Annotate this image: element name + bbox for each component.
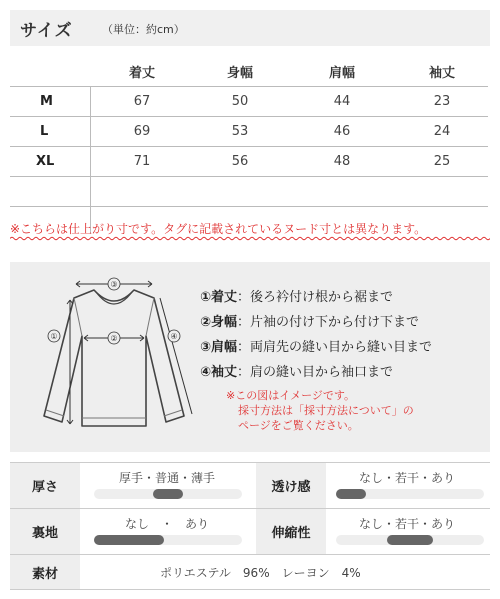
col-header-shoulder: 肩幅 (328, 66, 355, 81)
table-cell: 56 (231, 154, 249, 169)
table-divider (10, 176, 488, 177)
lining-bar (94, 535, 242, 545)
marker-4: ④ (170, 332, 178, 341)
table-divider (10, 86, 488, 87)
title-bar (10, 10, 490, 46)
table-column-divider (90, 86, 91, 234)
measurement-legend (200, 286, 432, 433)
table-cell: 71 (133, 154, 151, 169)
col-header-length: 着丈 (128, 66, 155, 81)
table-divider (10, 116, 488, 117)
label-thickness: 厚さ (10, 463, 80, 508)
marker-3: ③ (110, 280, 118, 289)
attribute-table (10, 462, 490, 590)
col-header-width: 身幅 (226, 66, 253, 81)
table-cell: 67 (133, 94, 151, 109)
table-cell: 48 (333, 154, 351, 169)
measurement-diagram (10, 262, 490, 452)
row-label-m: M (40, 94, 53, 109)
stretch-options: なし・若干・あり (358, 517, 455, 531)
page-title: サイズ (20, 21, 73, 41)
stretch-indicator (387, 535, 433, 545)
label-lining: 裏地 (10, 509, 80, 554)
table-cell: 44 (333, 94, 351, 109)
sheer-indicator (336, 489, 366, 499)
table-cell: 23 (433, 94, 451, 109)
table-cell: 24 (433, 124, 451, 139)
legend-item-length: ①着丈：後ろ衿付け根から裾まで (200, 290, 394, 305)
label-stretch: 伸縮性 (256, 509, 326, 554)
lining-options: なし ・ あり (124, 517, 209, 531)
label-sheer: 透け感 (256, 463, 326, 508)
row-label-l: L (40, 124, 49, 139)
wavy-underline (10, 236, 490, 241)
table-divider (10, 206, 488, 207)
table-cell: 50 (231, 94, 249, 109)
label-material: 素材 (10, 555, 80, 589)
table-cell: 69 (133, 124, 151, 139)
legend-item-width: ②身幅：片袖の付け下から付け下まで (200, 315, 420, 330)
table-cell: 46 (333, 124, 351, 139)
table-divider (10, 554, 490, 555)
thickness-bar (94, 489, 242, 499)
table-cell: 53 (231, 124, 249, 139)
sheer-bar (336, 489, 484, 499)
table-cell: 25 (433, 154, 451, 169)
finished-size-note: ※こちらは仕上がり寸です。タグに記載されているヌード寸とは異なります。 (10, 222, 427, 236)
diagram-warning: ※この図はイメージです。 採寸方法は「採寸方法について」の ページをご覧ください。 (226, 389, 414, 432)
table-divider (10, 462, 490, 463)
marker-2: ② (110, 334, 118, 343)
legend-item-sleeve: ④袖丈：肩の縫い目から袖口まで (200, 365, 394, 380)
table-divider (10, 589, 490, 590)
lining-indicator (94, 535, 164, 545)
marker-1: ① (50, 332, 58, 341)
thickness-options: 厚手・普通・薄手 (118, 471, 215, 485)
row-label-xl: XL (36, 154, 55, 169)
stretch-bar (336, 535, 484, 545)
thickness-indicator (153, 489, 183, 499)
sheer-options: なし・若干・あり (358, 471, 455, 485)
table-divider (10, 508, 490, 509)
legend-item-shoulder: ③肩幅：両肩先の縫い目から縫い目まで (200, 340, 433, 355)
material-value: ポリエステル 96% レーヨン 4% (160, 566, 361, 580)
shirt-diagram (34, 276, 194, 436)
unit-label: （単位：約cm） (102, 23, 185, 36)
col-header-sleeve: 袖丈 (428, 66, 455, 81)
table-divider (10, 146, 488, 147)
